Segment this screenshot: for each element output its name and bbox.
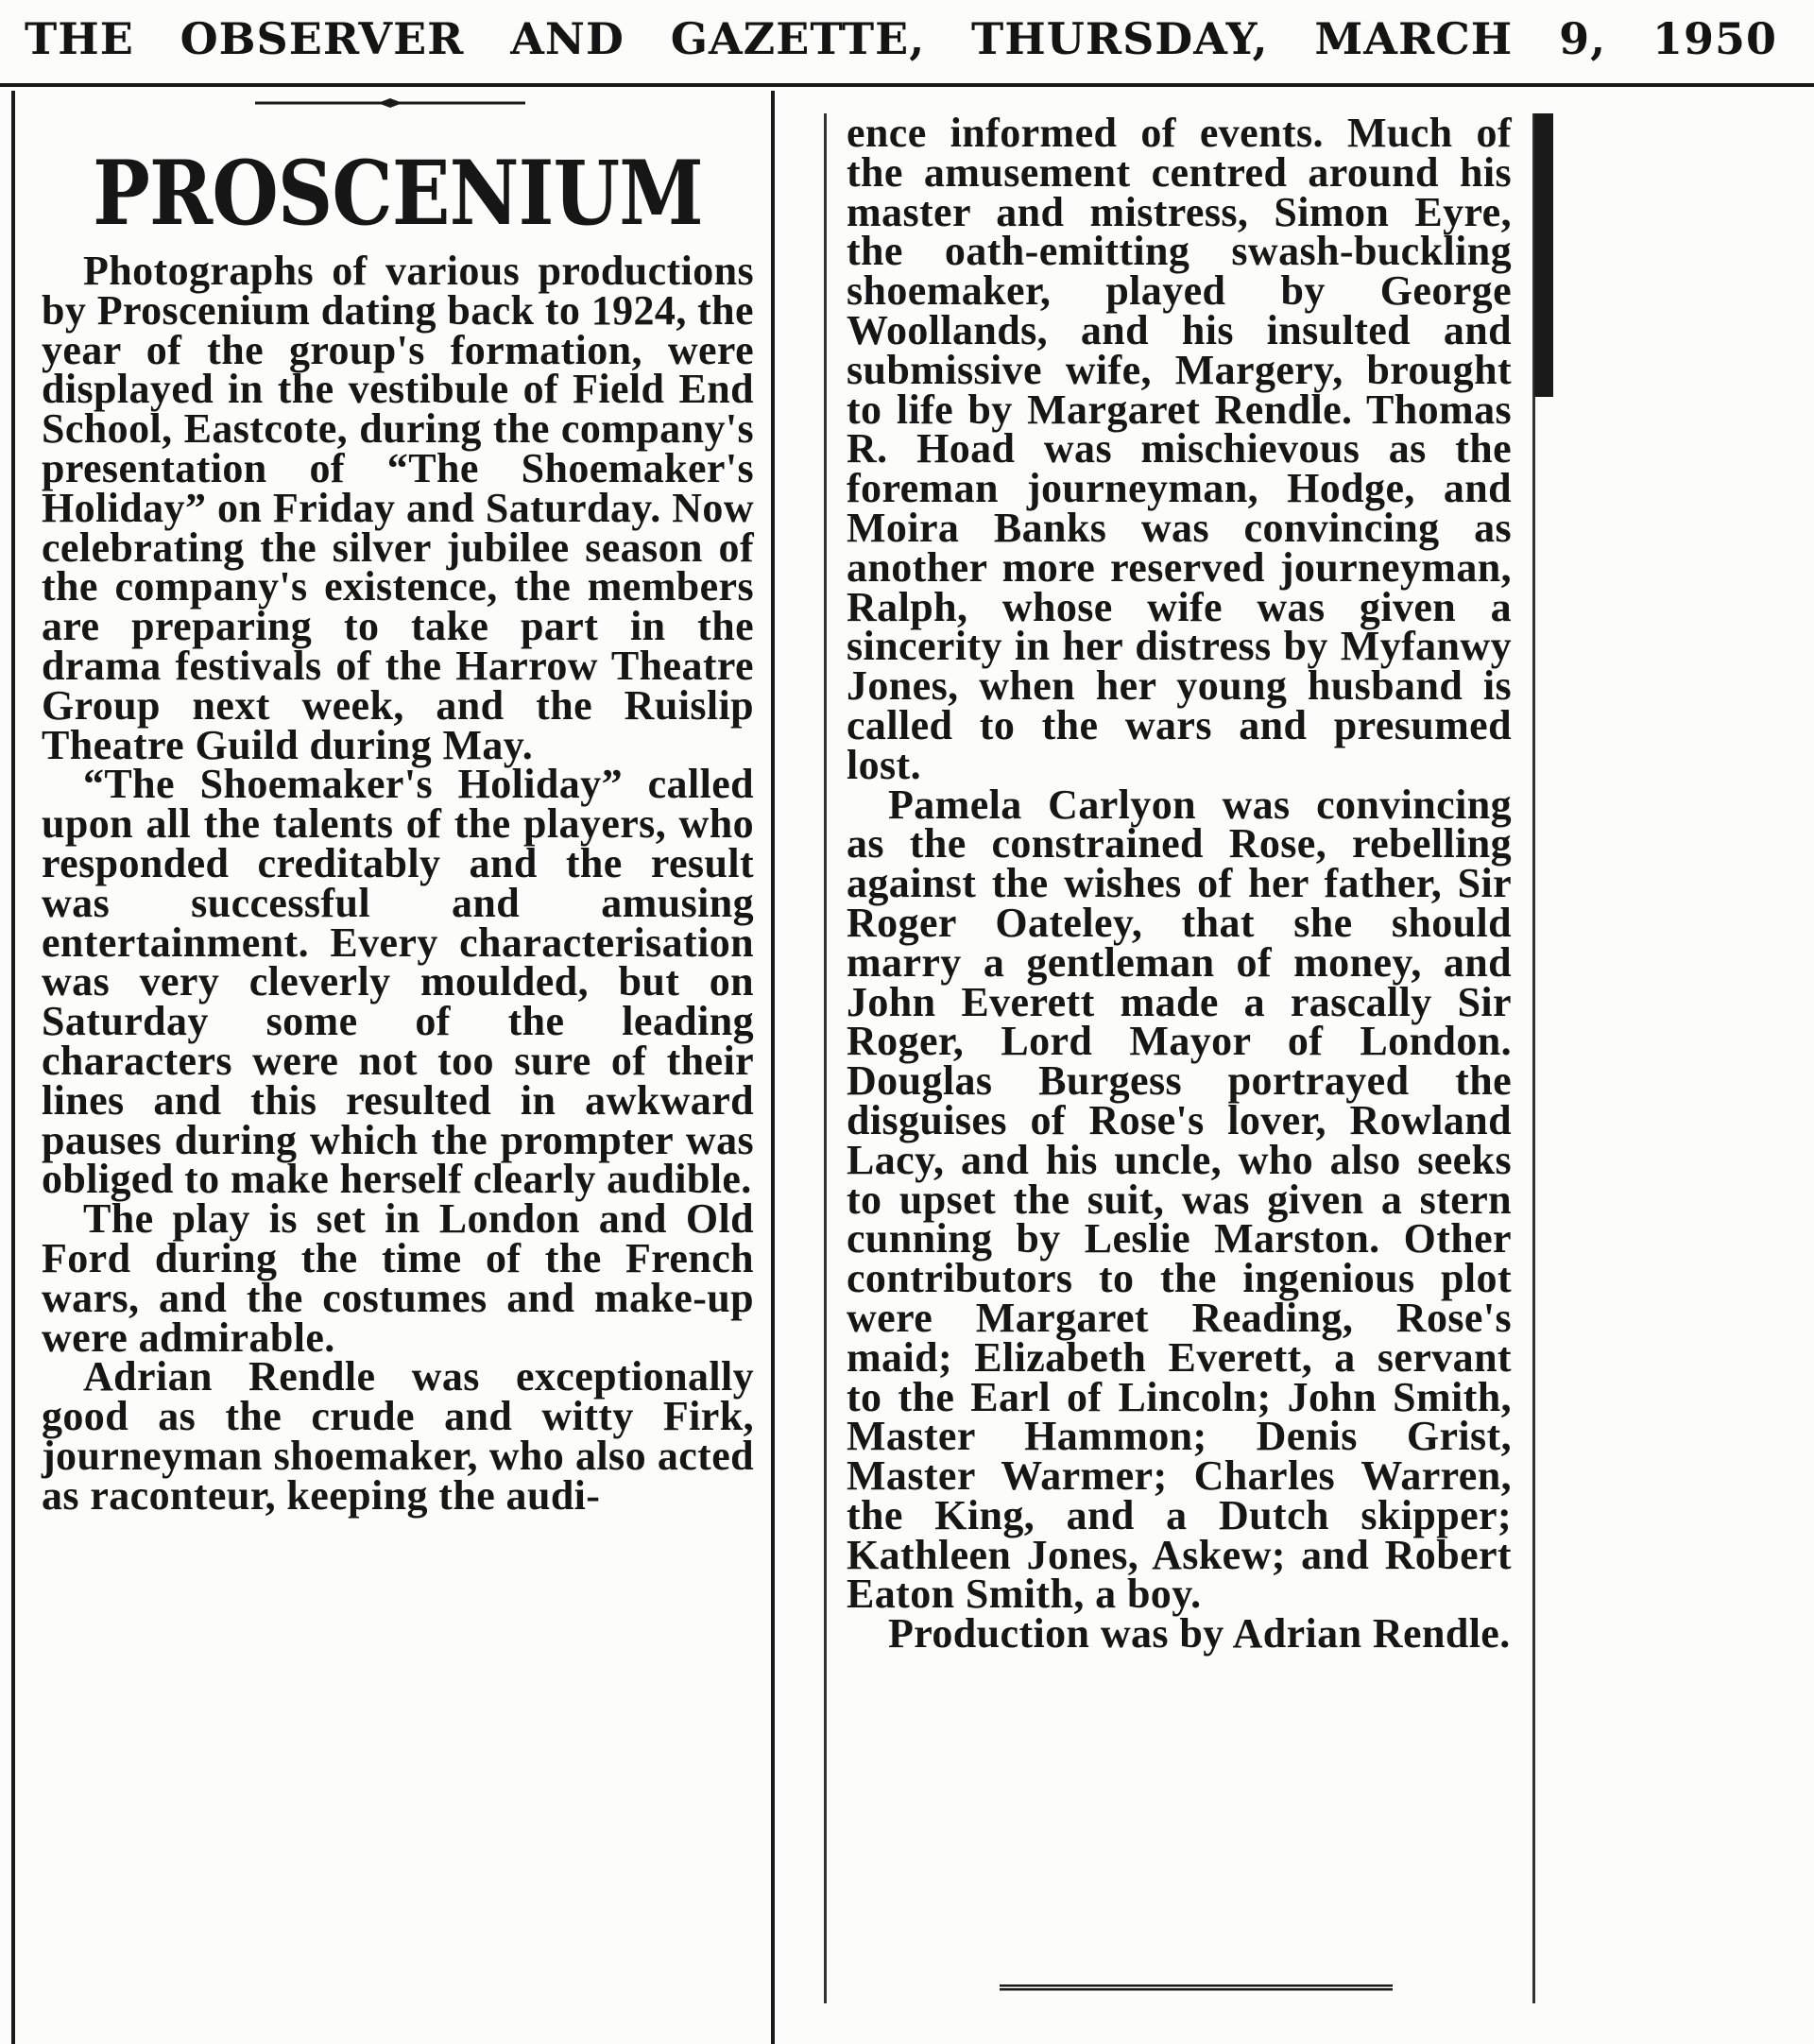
column-divider-rule bbox=[771, 91, 775, 2044]
column2-right-rule bbox=[1532, 113, 1535, 2003]
article-paragraph: The play is set in London and Old Ford during the time of the French wars, and the costumes and make-up were admirable. bbox=[42, 1195, 754, 1361]
right-edge-bar bbox=[1534, 113, 1553, 397]
article-paragraph: Pamela Carlyon was convincing as the constrained Rose, rebelling against the wishes of her father, Sir Roger Oateley, that she should marry a gentleman of money, and John Everett made a rascally Sir Roger, Lord Mayor of London. Douglas Burgess portrayed the disguises of Rose's lover, Rowland Lacy, and his uncle, who also seeks to upset the suit, was given a stern cunning by Leslie Marston. Other contributors to the ingenious plot were Margaret Reading, Rose's maid; Elizabeth Everett, a servant to the Earl of Lincoln; John Smith, Master Hammon; Denis Grist, Master Warmer; Charles Warren, the King, and a Dutch skipper; Kathleen Jones, Askew; and Robert Eaton Smith, a boy. bbox=[847, 781, 1512, 1618]
ornament-rule-bottom bbox=[1000, 1983, 1393, 1992]
article-paragraph: Adrian Rendle was exceptionally good as the crude and witty Firk, journeyman shoemaker, who also acted as raconteur, keeping the audi- bbox=[42, 1353, 754, 1519]
article-column-1 bbox=[42, 142, 754, 1519]
ornament-rule-top bbox=[255, 98, 525, 108]
newspaper-masthead bbox=[0, 0, 1814, 87]
article-paragraph: “The Shoemaker's Holiday” called upon all the talents of the players, who responded creditably and the result was successful and amusing entertainment. Every characterisation was very cleverly moulded, but on Saturday some of the leading characters were not too sure of their lines and this resulted in awkward pauses during which the prompter was obliged to make herself clearly audible. bbox=[42, 761, 754, 1203]
article-paragraph: ence informed of events. Much of the amusement centred around his master and mistress, Simon Eyre, the oath-emitting swash-buckling shoemaker, played by George Woollands, and his insulted and submissive wife, Margery, brought to life by Margaret Rendle. Thomas R. Hoad was mischievous as the foreman journeyman, Hodge, and Moira Banks was convincing as another more reserved journeyman, Ralph, whose wife was given a sincerity in her distress by Myfanwy Jones, when her young husband is called to the wars and presumed lost. bbox=[847, 110, 1512, 788]
masthead-title: THE OBSERVER AND GAZETTE, THURSDAY, MARCH 9, 1950 bbox=[25, 13, 1777, 64]
article-paragraph: Photographs of various productions by Proscenium dating back to 1924, the year of the group's formation, were displayed in the vestibule of Field End School, Eastcote, during the company's presentation of “The Shoemaker's Holiday” on Friday and Saturday. Now celebrating the silver jubilee season of the company's existence, the members are preparing to take part in the drama festivals of the Harrow Theatre Group next week, and the Ruislip Theatre Guild during May. bbox=[42, 248, 754, 768]
article-headline: PROSCENIUM bbox=[93, 142, 703, 246]
left-border-rule bbox=[11, 91, 15, 2044]
article-paragraph: Production was by Adrian Rendle. bbox=[888, 1610, 1511, 1658]
article-column-2 bbox=[847, 110, 1512, 1658]
column2-left-rule bbox=[824, 113, 827, 2003]
